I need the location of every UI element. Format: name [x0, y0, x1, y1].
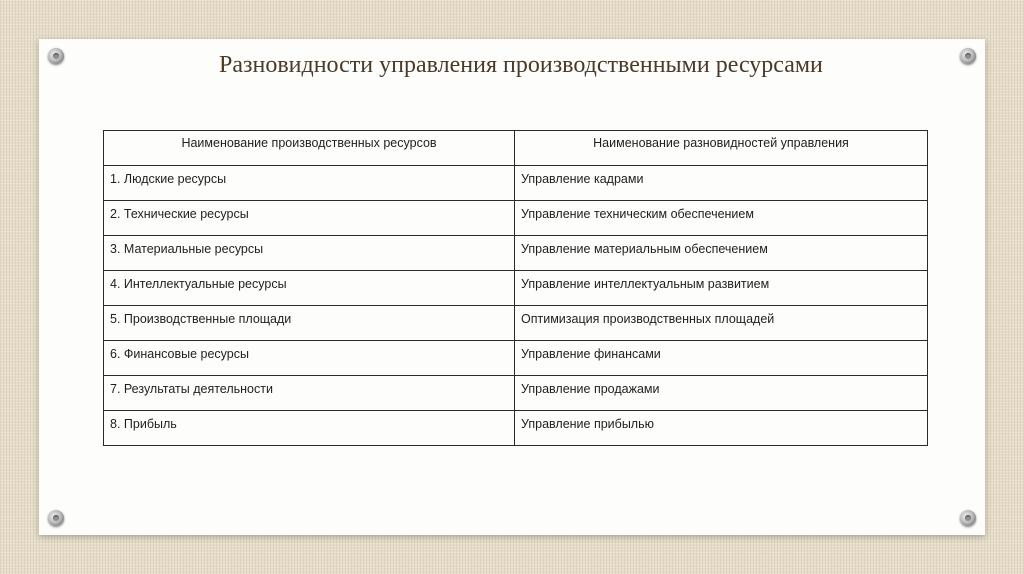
management-cell: Оптимизация производственных площадей	[515, 306, 928, 341]
resource-cell: 8. Прибыль	[104, 411, 515, 446]
table-row	[104, 236, 928, 271]
header-resource-name: Наименование производственных ресурсов	[104, 131, 515, 166]
table-row	[104, 166, 928, 201]
resource-cell: 1. Людские ресурсы	[104, 166, 515, 201]
management-cell: Управление интеллектуальным развитием	[515, 271, 928, 306]
resource-cell: 6. Финансовые ресурсы	[104, 341, 515, 376]
resource-cell: 4. Интеллектуальные ресурсы	[104, 271, 515, 306]
slide-title: Разновидности управления производственными ресурсами	[219, 52, 823, 78]
management-cell: Управление продажами	[515, 376, 928, 411]
table-row	[104, 201, 928, 236]
table-row	[104, 411, 928, 446]
header-management-type: Наименование разновидностей управления	[515, 131, 928, 166]
pin-icon	[960, 48, 976, 64]
management-cell: Управление кадрами	[515, 166, 928, 201]
table-row	[104, 341, 928, 376]
pin-icon	[48, 48, 64, 64]
table-row	[104, 271, 928, 306]
resource-cell: 3. Материальные ресурсы	[104, 236, 515, 271]
table-row	[104, 306, 928, 341]
resource-cell: 7. Результаты деятельности	[104, 376, 515, 411]
resource-cell: 5. Производственные площади	[104, 306, 515, 341]
management-cell: Управление прибылью	[515, 411, 928, 446]
resources-table	[103, 130, 928, 446]
pin-icon	[960, 510, 976, 526]
pin-icon	[48, 510, 64, 526]
table-row	[104, 376, 928, 411]
management-cell: Управление финансами	[515, 341, 928, 376]
table-header-row	[104, 131, 928, 166]
management-cell: Управление материальным обеспечением	[515, 236, 928, 271]
resource-cell: 2. Технические ресурсы	[104, 201, 515, 236]
slide-card	[39, 39, 985, 535]
management-cell: Управление техническим обеспечением	[515, 201, 928, 236]
